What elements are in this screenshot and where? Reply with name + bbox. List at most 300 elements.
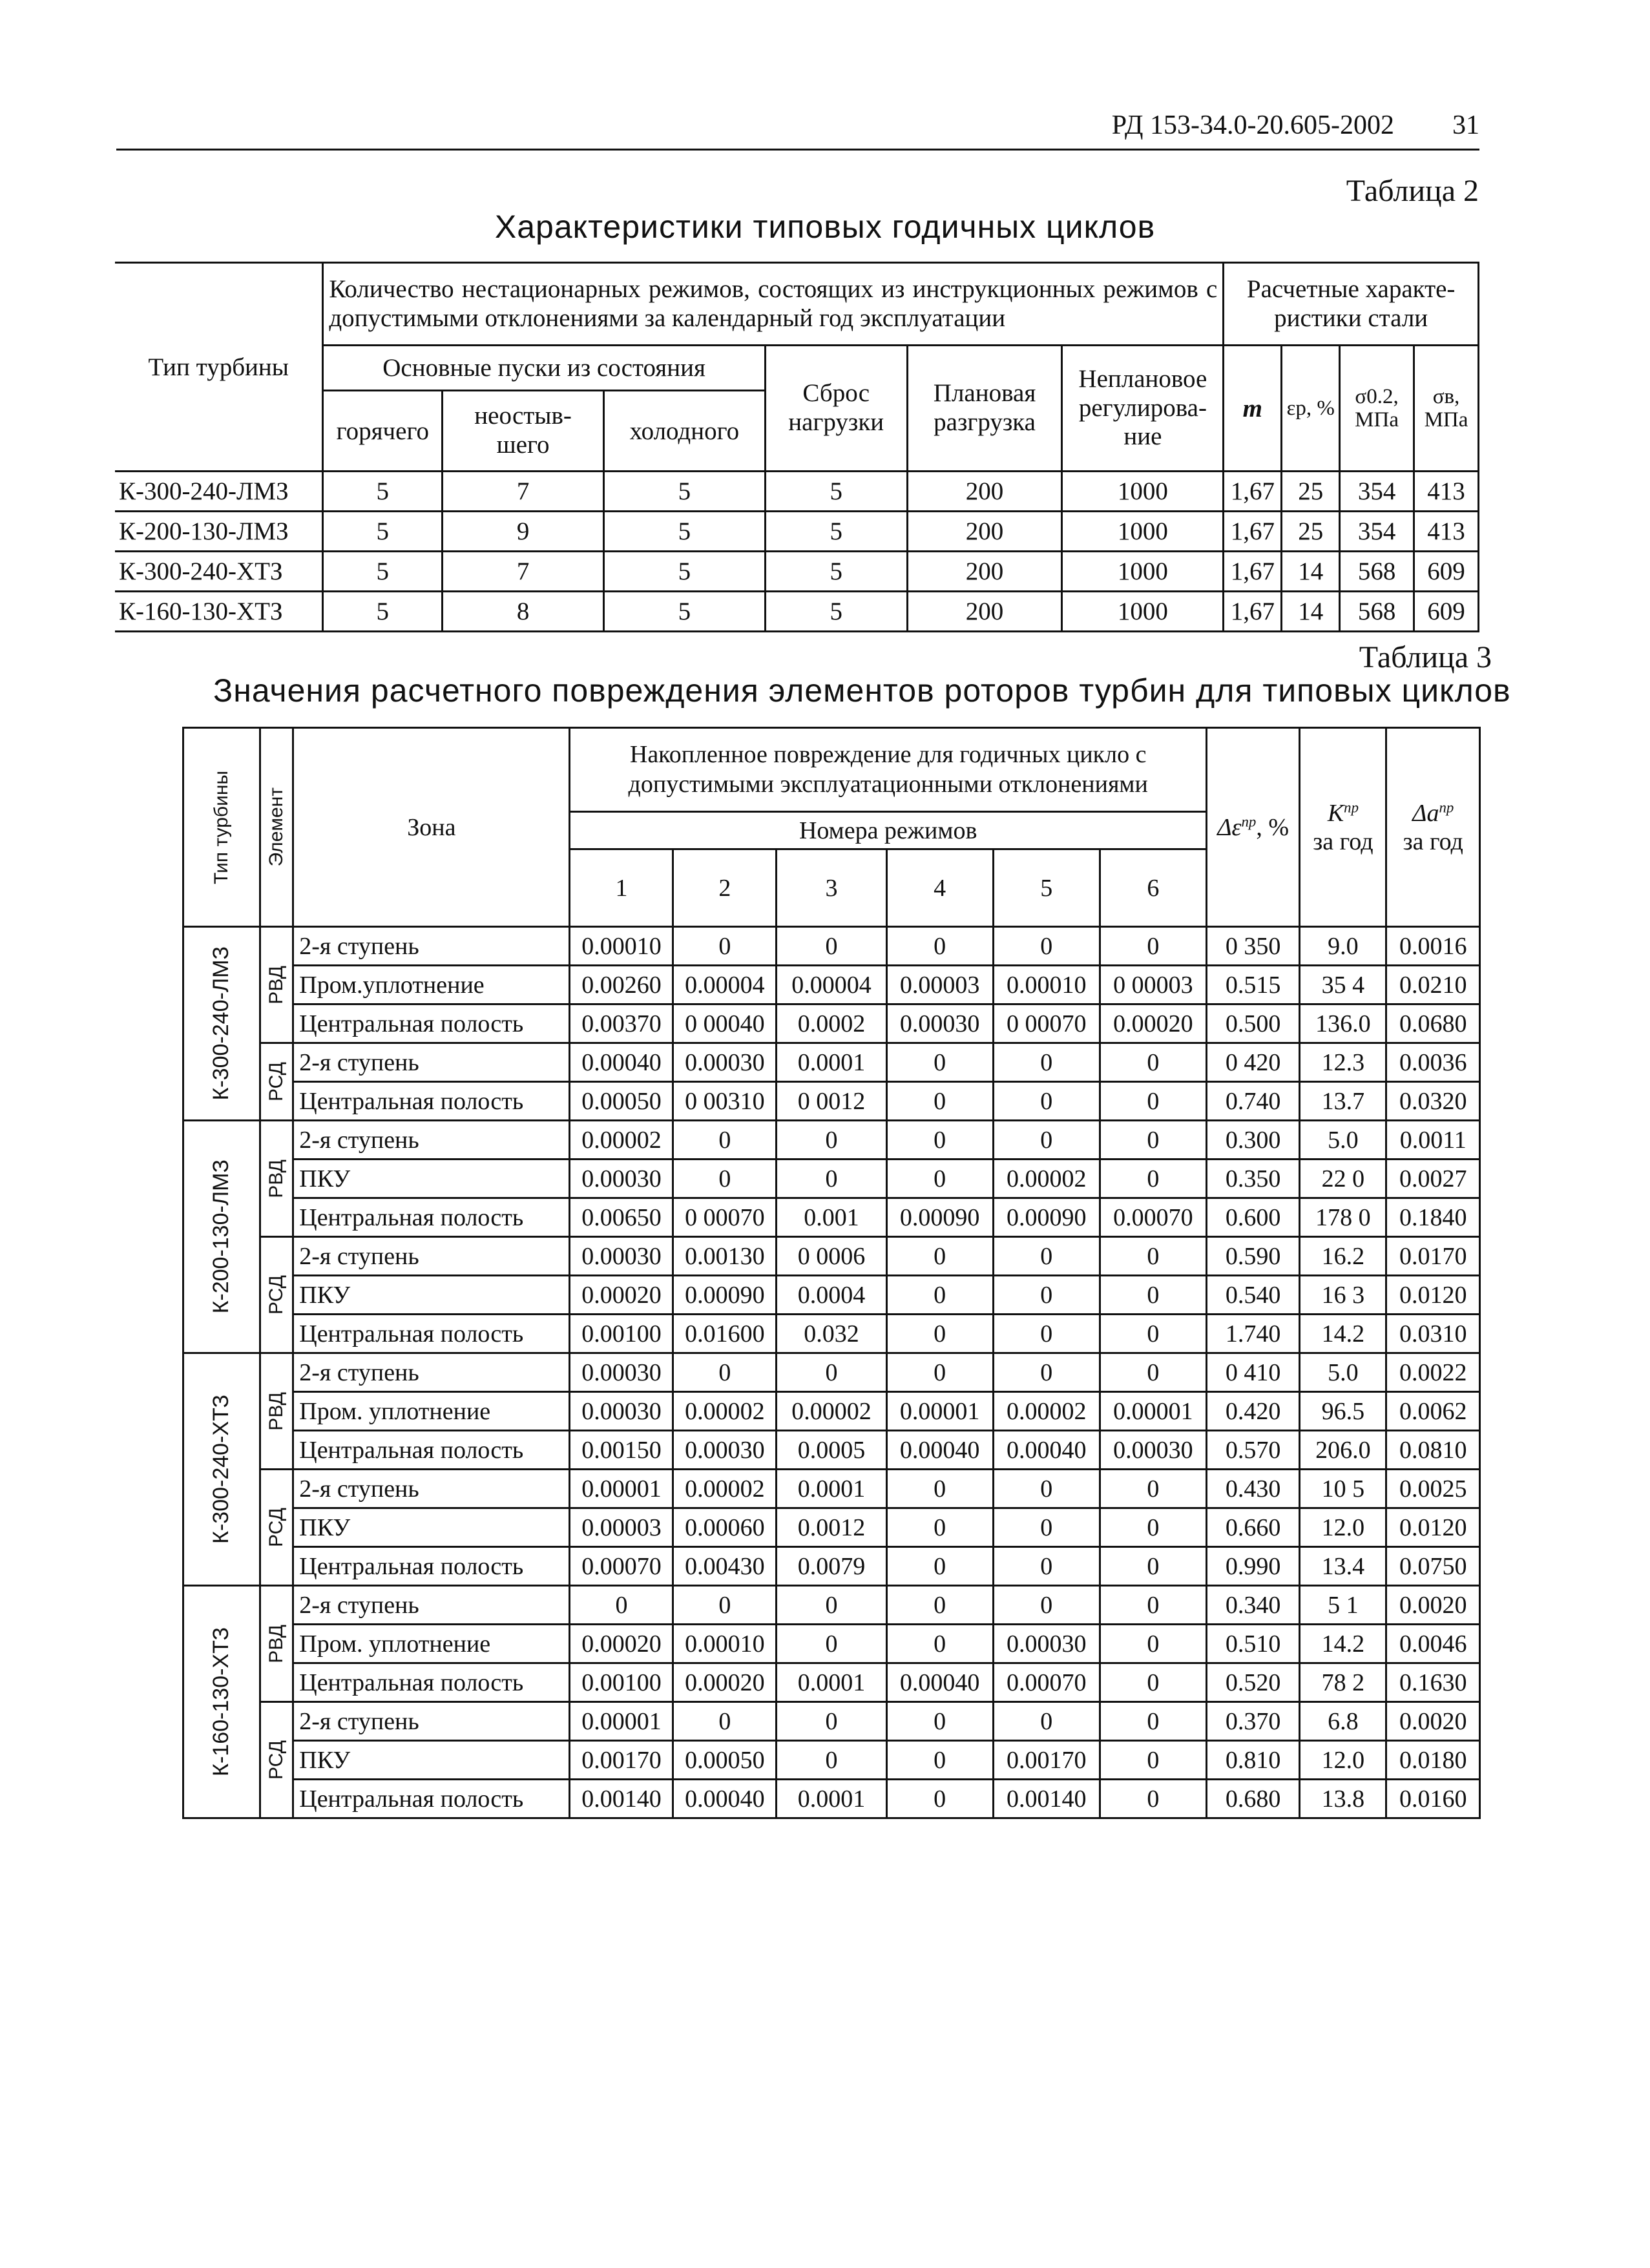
table3-value-cell: 0.00001 [886, 1392, 993, 1431]
table3-value-cell: 0.340 [1206, 1586, 1299, 1625]
table-row [183, 1780, 1480, 1818]
table-row [183, 1508, 1480, 1547]
table2-value-cell: 200 [907, 592, 1062, 632]
table3-element-label: РВД [265, 965, 287, 1004]
header-rule [116, 149, 1479, 151]
table2-group-steel-header: Расчетные характе-ристики стали [1224, 263, 1479, 346]
table3-value-cell: 0 [1100, 1780, 1206, 1818]
table3-value-cell: 0 [1100, 1663, 1206, 1702]
table2-value-cell: 5 [765, 592, 907, 632]
table3-value-cell: 0.00001 [1100, 1392, 1206, 1431]
table3-value-cell: 0.680 [1206, 1780, 1299, 1818]
table3-value-cell: 0.0680 [1386, 1004, 1480, 1043]
table3-value-cell: 0.00070 [1100, 1198, 1206, 1237]
table2-value-cell: 7 [443, 552, 604, 592]
table3-value-cell: 0.0046 [1386, 1625, 1480, 1663]
table3-zone-cell: 2-я ступень [293, 1043, 570, 1082]
table3-value-cell: 0.0120 [1386, 1276, 1480, 1315]
table2-value-cell: 7 [443, 472, 604, 512]
table3-value-cell: 16.2 [1300, 1237, 1386, 1276]
table2-dump-header: Сброс нагрузки [765, 346, 907, 472]
table3-value-cell: 178 0 [1300, 1198, 1386, 1237]
table3-turbine-label: К-300-240-ЛМЗ [209, 946, 234, 1101]
table2-value-cell: 14 [1282, 552, 1340, 592]
table3-value-cell: 12.0 [1300, 1741, 1386, 1780]
table3-value-cell: 0.0020 [1386, 1702, 1480, 1741]
table2-value-cell: 5 [604, 552, 766, 592]
table3-value-cell: 0.540 [1206, 1276, 1299, 1315]
table3-value-cell: 0.00003 [570, 1508, 673, 1547]
table3-value-cell: 0.00070 [570, 1547, 673, 1586]
table3-value-cell: 0 [777, 1586, 886, 1625]
table3-value-cell: 0.0004 [777, 1276, 886, 1315]
table3-value-cell: 0 [886, 1508, 993, 1547]
table2-turbine-cell: К-300-240-ХТЗ [115, 552, 323, 592]
table3-value-cell: 5.0 [1300, 1121, 1386, 1160]
table3-value-cell: 0.00090 [673, 1276, 777, 1315]
table2-value-cell: 14 [1282, 592, 1340, 632]
table3-value-cell: 0 [673, 1121, 777, 1160]
table3-value-cell: 0.1840 [1386, 1198, 1480, 1237]
table3-element-cell [260, 1237, 293, 1353]
table3-value-cell: 0 [993, 927, 1100, 966]
table3-value-cell: 0.00003 [886, 966, 993, 1004]
table2-row [115, 592, 1479, 632]
table3-value-cell: 0 [1100, 927, 1206, 966]
table3-value-cell: 0 [673, 1353, 777, 1392]
table3-zone-header: Зона [293, 728, 570, 927]
table3-value-cell: 0.00030 [570, 1353, 673, 1392]
table3-value-cell: 5.0 [1300, 1353, 1386, 1392]
table-row [183, 1237, 1480, 1276]
table3-value-cell: 0 [886, 1237, 993, 1276]
table3-value-cell: 0.00004 [673, 966, 777, 1004]
table-row [183, 1470, 1480, 1508]
table3-value-cell: 0.520 [1206, 1663, 1299, 1702]
table3-value-cell: 0.00030 [673, 1431, 777, 1470]
table2-ep-header: εр, % [1282, 346, 1340, 472]
table3-value-cell: 0.740 [1206, 1082, 1299, 1121]
table3-value-cell: 0.350 [1206, 1160, 1299, 1198]
table3-value-cell: 0.600 [1206, 1198, 1299, 1237]
table3-element-cell [260, 1353, 293, 1470]
table3-element-label: РВД [265, 1391, 287, 1431]
table3-turbine-cell [183, 1121, 260, 1353]
table3-value-cell: 0.00004 [777, 966, 886, 1004]
table3-value-cell: 0.0001 [777, 1780, 886, 1818]
table3-value-cell: 0 420 [1206, 1043, 1299, 1082]
table3-zone-cell: Центральная полость [293, 1547, 570, 1586]
table3-value-cell: 0 [886, 1043, 993, 1082]
table3-value-cell: 0 350 [1206, 927, 1299, 966]
table3-mode-number: 2 [673, 849, 777, 927]
table3-value-cell: 0.0810 [1386, 1431, 1480, 1470]
table3-value-cell: 13.4 [1300, 1547, 1386, 1586]
table3-value-cell: 35 4 [1300, 966, 1386, 1004]
table3-value-cell: 0 [1100, 1121, 1206, 1160]
table3-value-cell: 0.0036 [1386, 1043, 1480, 1082]
table2-body [115, 472, 1479, 632]
table2-value-cell: 5 [604, 512, 766, 552]
table3-value-cell: 136.0 [1300, 1004, 1386, 1043]
table-row [183, 1431, 1480, 1470]
table3-value-cell: 0 [993, 1547, 1100, 1586]
table-row [183, 1702, 1480, 1741]
table2-label: Таблица 2 [1346, 174, 1479, 208]
table3-zone-cell: Пром. уплотнение [293, 1392, 570, 1431]
table3-type-header-text: Тип турбины [210, 770, 232, 884]
table3-value-cell: 0.00040 [570, 1043, 673, 1082]
table-row [183, 1586, 1480, 1625]
table3-value-cell: 12.0 [1300, 1508, 1386, 1547]
table3-value-cell: 0.00030 [570, 1392, 673, 1431]
table3-value-cell: 0 [886, 1276, 993, 1315]
table3-value-cell: 0.500 [1206, 1004, 1299, 1043]
table3-value-cell: 0 410 [1206, 1353, 1299, 1392]
table3-value-cell: 0.660 [1206, 1508, 1299, 1547]
table2-value-cell: 8 [443, 592, 604, 632]
table3-element-cell [260, 1470, 293, 1586]
table3-value-cell: 0 [673, 1160, 777, 1198]
table3-value-cell: 0 [1100, 1276, 1206, 1315]
table2-value-cell: 568 [1340, 592, 1414, 632]
table3-value-cell: 0 [1100, 1741, 1206, 1780]
table-row [183, 1625, 1480, 1663]
table2-hot-header: горячего [323, 391, 443, 472]
table2-starts-header: Основные пуски из состояния [323, 346, 765, 391]
table3-value-cell: 0 [993, 1237, 1100, 1276]
table-row [183, 1353, 1480, 1392]
table3-value-cell: 0.00010 [993, 966, 1100, 1004]
table3 [182, 727, 1481, 1819]
table3-zone-cell: 2-я ступень [293, 1702, 570, 1741]
table2-value-cell: 1000 [1062, 592, 1224, 632]
table2-value-cell: 5 [765, 512, 907, 552]
table3-zone-cell: 2-я ступень [293, 1470, 570, 1508]
table2-value-cell: 609 [1414, 552, 1479, 592]
table2-turbine-cell: К-160-130-ХТЗ [115, 592, 323, 632]
table3-value-cell: 0.0016 [1386, 927, 1480, 966]
table3-zone-cell: 2-я ступень [293, 1121, 570, 1160]
table3-value-cell: 0 [777, 1625, 886, 1663]
table2-value-cell: 1000 [1062, 472, 1224, 512]
table-row [183, 1315, 1480, 1353]
table3-value-cell: 0.0027 [1386, 1160, 1480, 1198]
table3-value-cell: 0.00002 [673, 1392, 777, 1431]
table2-value-cell: 1,67 [1224, 472, 1282, 512]
table3-value-cell: 0 0012 [777, 1082, 886, 1121]
table3-zone-cell: Центральная полость [293, 1663, 570, 1702]
table3-value-cell: 0 [993, 1082, 1100, 1121]
table3-da-unit: за год [1403, 827, 1463, 855]
table3-k-symbol: K [1327, 799, 1344, 827]
table3-da-sup: пр [1439, 798, 1454, 815]
table3-value-cell: 0 [1100, 1547, 1206, 1586]
table2 [115, 262, 1479, 632]
table3-value-cell: 0.00020 [570, 1276, 673, 1315]
table3-value-cell: 0.01600 [673, 1315, 777, 1353]
table2-value-cell: 413 [1414, 512, 1479, 552]
table3-mode-number: 6 [1100, 849, 1206, 927]
table3-value-cell: 0.00140 [570, 1780, 673, 1818]
table3-value-cell: 0 [886, 1741, 993, 1780]
table3-value-cell: 0 00070 [673, 1198, 777, 1237]
table3-value-cell: 0 [673, 1586, 777, 1625]
table3-value-cell: 0.00050 [570, 1082, 673, 1121]
table3-value-cell: 0.00002 [993, 1392, 1100, 1431]
table2-title: Характеристики типовых годичных циклов [494, 209, 1156, 245]
table-row [183, 1276, 1480, 1315]
table3-value-cell: 0.00001 [570, 1470, 673, 1508]
table3-zone-cell: 2-я ступень [293, 1237, 570, 1276]
table3-value-cell: 0.00430 [673, 1547, 777, 1586]
table3-element-cell [260, 927, 293, 1043]
table3-element-cell [260, 1121, 293, 1237]
table3-value-cell: 0.00020 [673, 1663, 777, 1702]
table3-value-cell: 0 [993, 1276, 1100, 1315]
table3-value-cell: 5 1 [1300, 1586, 1386, 1625]
table3-element-header [260, 728, 293, 927]
table3-element-label: РВД [265, 1159, 287, 1198]
table2-value-cell: 5 [765, 472, 907, 512]
table3-value-cell: 0 [993, 1121, 1100, 1160]
table3-value-cell: 0.00002 [570, 1121, 673, 1160]
table3-value-cell: 0 [1100, 1043, 1206, 1082]
table3-zone-cell: 2-я ступень [293, 1586, 570, 1625]
table3-zone-cell: ПКУ [293, 1276, 570, 1315]
table3-value-cell: 0.00030 [886, 1004, 993, 1043]
table2-value-cell: 5 [604, 592, 766, 632]
table3-zone-cell: ПКУ [293, 1160, 570, 1198]
table2-value-cell: 413 [1414, 472, 1479, 512]
table3-element-label: РСД [265, 1740, 287, 1780]
table2-s02-header: σ0.2, МПа [1340, 346, 1414, 472]
table3-value-cell: 0.0001 [777, 1663, 886, 1702]
table-row [183, 1004, 1480, 1043]
table3-value-cell: 0.00030 [1100, 1431, 1206, 1470]
table3-value-cell: 0 00040 [673, 1004, 777, 1043]
table3-value-cell: 0.00130 [673, 1237, 777, 1276]
table3-mode-number: 1 [570, 849, 673, 927]
table2-value-cell: 1000 [1062, 552, 1224, 592]
table2-value-cell: 200 [907, 512, 1062, 552]
table3-zone-cell: 2-я ступень [293, 1353, 570, 1392]
table3-value-cell: 0.420 [1206, 1392, 1299, 1431]
table3-zone-cell: Центральная полость [293, 1082, 570, 1121]
table3-value-cell: 0 [886, 1470, 993, 1508]
table3-element-label: РСД [265, 1508, 287, 1547]
table3-value-cell: 0 [886, 1625, 993, 1663]
table3-value-cell: 16 3 [1300, 1276, 1386, 1315]
table3-value-cell: 0 [886, 1160, 993, 1198]
table3-value-cell: 0.0170 [1386, 1237, 1480, 1276]
table3-da-symbol: Δa [1412, 799, 1439, 827]
table3-value-cell: 0.0160 [1386, 1780, 1480, 1818]
table3-turbine-label: К-200-130-ЛМЗ [209, 1160, 234, 1314]
table3-element-label: РСД [265, 1275, 287, 1315]
table3-value-cell: 0.0005 [777, 1431, 886, 1470]
table2-value-cell: 25 [1282, 472, 1340, 512]
table2-value-cell: 1,67 [1224, 552, 1282, 592]
table-row [183, 966, 1480, 1004]
table3-turbine-label: К-300-240-ХТЗ [209, 1395, 234, 1544]
table3-value-cell: 0 [777, 1702, 886, 1741]
table3-value-cell: 0.00020 [570, 1625, 673, 1663]
table3-value-cell: 0 [1100, 1353, 1206, 1392]
table3-value-cell: 0 [673, 927, 777, 966]
table3-value-cell: 0.00002 [673, 1470, 777, 1508]
table-row [183, 927, 1480, 966]
table3-element-cell [260, 1043, 293, 1121]
table3-da-header [1386, 728, 1480, 927]
table2-value-cell: 5 [604, 472, 766, 512]
table-row [183, 1043, 1480, 1082]
table3-value-cell: 0.00170 [570, 1741, 673, 1780]
table3-value-cell: 0 [886, 1702, 993, 1741]
table3-value-cell: 0.0120 [1386, 1508, 1480, 1547]
table2-value-cell: 568 [1340, 552, 1414, 592]
table-row [183, 1160, 1480, 1198]
table3-value-cell: 0 [777, 1121, 886, 1160]
table3-value-cell: 0.370 [1206, 1702, 1299, 1741]
table3-value-cell: 0 [1100, 1702, 1206, 1741]
table3-de-sup: пр [1241, 813, 1257, 829]
table2-unplanned-header: Неплановое регулирова-ние [1062, 346, 1224, 472]
table3-value-cell: 12.3 [1300, 1043, 1386, 1082]
table3-value-cell: 0.430 [1206, 1470, 1299, 1508]
table3-turbine-cell [183, 1586, 260, 1818]
table2-row [115, 552, 1479, 592]
table3-value-cell: 0.1630 [1386, 1663, 1480, 1702]
table2-value-cell: 1,67 [1224, 592, 1282, 632]
table2-semi-header: неостыв-шего [443, 391, 604, 472]
table3-value-cell: 0 [993, 1702, 1100, 1741]
table3-value-cell: 13.8 [1300, 1780, 1386, 1818]
table3-value-cell: 0.00090 [886, 1198, 993, 1237]
table3-value-cell: 0 [1100, 1508, 1206, 1547]
table3-value-cell: 0 [886, 1353, 993, 1392]
table3-zone-cell: Пром. уплотнение [293, 1625, 570, 1663]
table3-value-cell: 0.0001 [777, 1043, 886, 1082]
table2-value-cell: 354 [1340, 512, 1414, 552]
table3-value-cell: 1.740 [1206, 1315, 1299, 1353]
table2-value-cell: 1000 [1062, 512, 1224, 552]
table2-value-cell: 200 [907, 552, 1062, 592]
table3-de-symbol: Δε [1217, 813, 1242, 841]
table3-value-cell: 13.7 [1300, 1082, 1386, 1121]
table3-zone-cell: Центральная полость [293, 1004, 570, 1043]
table3-element-cell [260, 1586, 293, 1702]
table3-value-cell: 0 00310 [673, 1082, 777, 1121]
table-row [183, 1392, 1480, 1431]
table3-value-cell: 0 [1100, 1315, 1206, 1353]
table3-value-cell: 0.00040 [886, 1663, 993, 1702]
document-code: РД 153-34.0-20.605-2002 [1111, 110, 1394, 140]
table2-value-cell: 5 [323, 512, 443, 552]
table2-value-cell: 5 [323, 552, 443, 592]
table3-zone-cell: Центральная полость [293, 1198, 570, 1237]
table3-value-cell: 22 0 [1300, 1160, 1386, 1198]
table3-value-cell: 0.00030 [993, 1625, 1100, 1663]
table3-zone-cell: Центральная полость [293, 1315, 570, 1353]
table3-value-cell: 0.00100 [570, 1315, 673, 1353]
table2-value-cell: 1,67 [1224, 512, 1282, 552]
table3-value-cell: 0 [993, 1353, 1100, 1392]
table3-zone-cell: 2-я ступень [293, 927, 570, 966]
table3-value-cell: 0.00170 [993, 1741, 1100, 1780]
table3-value-cell: 0 [993, 1508, 1100, 1547]
table3-zone-cell: Пром.уплотнение [293, 966, 570, 1004]
table3-value-cell: 0.00001 [570, 1702, 673, 1741]
table3-value-cell: 0 00070 [993, 1004, 1100, 1043]
table3-value-cell: 206.0 [1300, 1431, 1386, 1470]
table3-value-cell: 0.0025 [1386, 1470, 1480, 1508]
table3-value-cell: 0.0180 [1386, 1741, 1480, 1780]
table3-zone-cell: ПКУ [293, 1741, 570, 1780]
table3-value-cell: 0.00010 [673, 1625, 777, 1663]
table3-value-cell: 0 [886, 1780, 993, 1818]
table3-value-cell: 0.00140 [993, 1780, 1100, 1818]
table3-modes-header: Номера режимов [570, 812, 1206, 849]
table3-element-cell [260, 1702, 293, 1818]
table2-value-cell: 5 [323, 592, 443, 632]
table3-value-cell: 0 [1100, 1625, 1206, 1663]
table3-value-cell: 0.00040 [993, 1431, 1100, 1470]
table3-mode-number: 4 [886, 849, 993, 927]
table3-value-cell: 0.00010 [570, 927, 673, 966]
table3-value-cell: 0.0002 [777, 1004, 886, 1043]
table3-value-cell: 0.0320 [1386, 1082, 1480, 1121]
table3-value-cell: 0 [993, 1315, 1100, 1353]
table3-value-cell: 0.00060 [673, 1508, 777, 1547]
table3-zone-cell: Центральная полость [293, 1431, 570, 1470]
table3-k-sup: пр [1344, 798, 1359, 815]
table3-value-cell: 0.00100 [570, 1663, 673, 1702]
table3-de-unit: , % [1256, 813, 1289, 841]
table2-turbine-cell: К-200-130-ЛМЗ [115, 512, 323, 552]
table3-value-cell: 0.00260 [570, 966, 673, 1004]
table2-group-modes-header: Количество нестационарных режимов, состоящих из инструкционных режимов с допустимыми отклонениями за календарный год эксплуатации [323, 263, 1224, 346]
table3-title: Значения расчетного повреждения элементов роторов турбин для типовых циклов [213, 672, 1511, 709]
table3-value-cell: 0.0012 [777, 1508, 886, 1547]
table3-value-cell: 0.001 [777, 1198, 886, 1237]
table3-value-cell: 0 [886, 927, 993, 966]
table3-value-cell: 0.0750 [1386, 1547, 1480, 1586]
table3-value-cell: 0 0006 [777, 1237, 886, 1276]
table3-element-label: РСД [265, 1062, 287, 1101]
table3-value-cell: 0 [1100, 1160, 1206, 1198]
table3-value-cell: 0.0022 [1386, 1353, 1480, 1392]
table2-value-cell: 5 [765, 552, 907, 592]
table2-cold-header: холодного [604, 391, 766, 472]
table3-value-cell: 0.00030 [570, 1160, 673, 1198]
table-row [183, 1663, 1480, 1702]
table3-zone-cell: Центральная полость [293, 1780, 570, 1818]
table3-value-cell: 0.990 [1206, 1547, 1299, 1586]
table-row [183, 1121, 1480, 1160]
table3-value-cell: 0 [886, 1586, 993, 1625]
table3-turbine-label: К-160-130-ХТЗ [209, 1627, 234, 1776]
table3-value-cell: 0.00370 [570, 1004, 673, 1043]
table3-value-cell: 0.00030 [570, 1237, 673, 1276]
table3-value-cell: 0 00003 [1100, 966, 1206, 1004]
table3-value-cell: 0.00002 [777, 1392, 886, 1431]
table3-value-cell: 0 [1100, 1586, 1206, 1625]
table3-value-cell: 0.00150 [570, 1431, 673, 1470]
table3-value-cell: 0 [777, 1160, 886, 1198]
table3-value-cell: 0 [777, 927, 886, 966]
table3-accum-header: Накопленное повреждение для годичных цикло с допустимыми эксплуатационными отклонениями [570, 728, 1206, 812]
